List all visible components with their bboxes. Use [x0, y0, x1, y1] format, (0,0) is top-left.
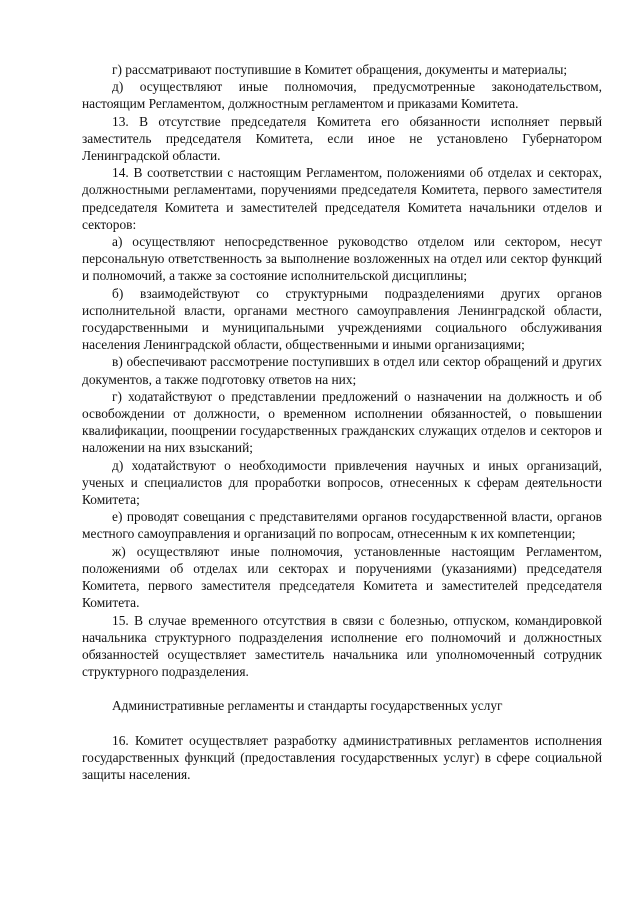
paragraph-14-d: д) ходатайствуют о необходимости привлечения научных и иных организаций, ученых и специалистов для проработки вопросов, отнесенных к сферам деятельности Комитета;	[82, 457, 602, 508]
paragraph-item-g-review: г) рассматривают поступившие в Комитет обращения, документы и материалы;	[112, 62, 568, 77]
document-body	[82, 61, 602, 783]
paragraph-14-v: в) обеспечивают рассмотрение поступивших в отдел или сектор обращений и других документов, а также подготовку ответов на них;	[82, 354, 602, 387]
spacer	[82, 680, 602, 697]
paragraph-13: 13. В отсутствие председателя Комитета его обязанности исполняет первый заместитель председателя Комитета, если иное не установлено Губернатором Ленинградской области.	[82, 113, 602, 164]
paragraph-14: 14. В соответствии с настоящим Регламентом, положениями об отделах и секторах, должностными регламентами, поручениями председателя Комитета, первого заместителя председателя Комитета и заместителей председателя Комитета начальники отделов и секторов:	[82, 165, 602, 232]
paragraph-14-g: г) ходатайствуют о представлении предложений о назначении на должность и об освобождении от должности, о временном исполнении обязанностей, о повышении квалификации, поощрении государственных гражданских служащих отделов и секторов и наложении на них взысканий;	[82, 388, 602, 456]
spacer	[82, 715, 602, 732]
paragraph-14-b: б) взаимодействуют со структурными подразделениями других органов исполнительной власти, органами местного самоуправления Ленинградской области, государственными и муниципальными учреждениями социального обслуживания населения Ленинградской области, общественными и иными организациями;	[82, 285, 602, 353]
paragraph-14-e: е) проводят совещания с представителями органов государственной власти, органов местного самоуправления и организаций по вопросам, отнесенным к их компетенции;	[82, 509, 602, 542]
paragraph-item-d-other-powers: д) осуществляют иные полномочия, предусмотренные законодательством, настоящим Регламентом, должностным регламентом и приказами Комитета.	[82, 79, 602, 112]
paragraph-14-zh: ж) осуществляют иные полномочия, установленные настоящим Регламентом, положениями об отделах или секторах и поручениями (указаниями) председателя Комитета, первого заместителя председателя Комитета и заместителей председателя Комитета.	[82, 543, 602, 611]
paragraph-16: 16. Комитет осуществляет разработку административных регламентов исполнения государственных функций (предоставления государственных услуг) в сфере социальной защиты населения.	[82, 732, 602, 782]
paragraph-14-a: а) осуществляют непосредственное руководство отделом или сектором, несут персональную ответственность за выполнение возложенных на отдел или сектор функций и полномочий, а также за состояние исполнительской дисциплины;	[82, 234, 602, 284]
section-heading: Административные регламенты и стандарты государственных услуг	[112, 698, 503, 714]
paragraph-15: 15. В случае временного отсутствия в связи с болезнью, отпуском, командировкой начальника структурного подразделения исполнение его полномочий и должностных обязанностей осуществляет заместитель начальника или уполномоченный сотрудник структурного подразделения.	[82, 612, 602, 680]
